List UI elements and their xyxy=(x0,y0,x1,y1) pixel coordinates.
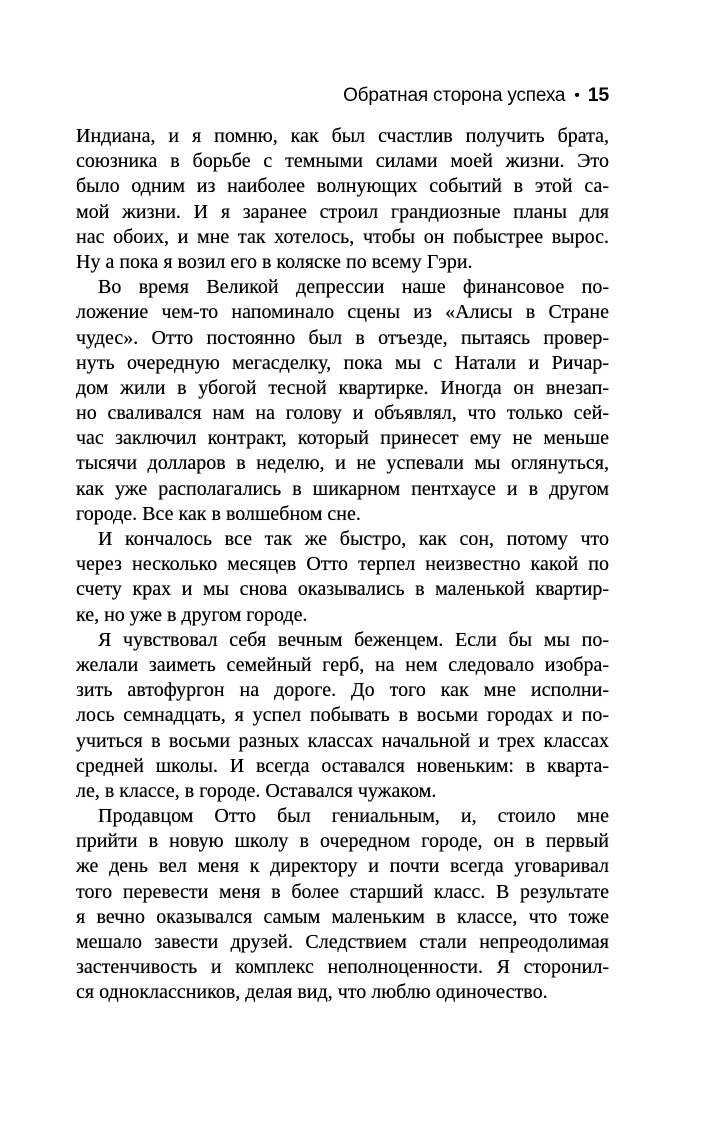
text-line: но сваливался нам на голову и объявлял, что только сей- xyxy=(76,402,609,425)
paragraph xyxy=(76,275,609,527)
running-title: Обратная сторона успеха xyxy=(343,85,566,106)
text-line: нас обоих, и мне так хотелось, чтобы он побыстрее вырос. xyxy=(76,225,609,248)
text-line: ке, но уже в другом городе. xyxy=(76,603,308,626)
text-line: Я чувствовал себя вечным беженцем. Если бы мы по- xyxy=(98,628,609,651)
text-line: же день вел меня к директору и почти всегда уговаривал xyxy=(76,855,609,878)
page-number: 15 xyxy=(587,84,609,106)
page-header xyxy=(76,84,609,107)
text-line: учиться в восьми разных классах начальной и трех классах xyxy=(76,729,609,752)
text-line: желали заиметь семейный герб, на нем следовало изобра- xyxy=(76,653,609,676)
text-line: зить автофургон на дороге. До того как мне исполни- xyxy=(76,679,609,702)
paragraph xyxy=(76,628,609,804)
text-line: час заключил контракт, который принесет ему не меньше xyxy=(76,427,609,450)
text-line: было одним из наиболее волнующих событий в этой са- xyxy=(76,175,609,198)
text-line: застенчивость и комплекс неполноценности. Я сторонил- xyxy=(76,956,609,979)
text-line: ле, в классе, в городе. Оставался чужаком. xyxy=(76,779,437,802)
text-line: городе. Все как в волшебном сне. xyxy=(76,502,361,525)
text-line: союзника в борьбе с темными силами моей жизни. Это xyxy=(76,150,609,173)
paragraph xyxy=(76,124,609,275)
text-line: того перевести меня в более старший класс. В результате xyxy=(76,880,609,903)
text-line: Продавцом Отто был гениальным, и, стоило мне xyxy=(98,805,609,828)
text-line: Во время Великой депрессии наше финансовое по- xyxy=(98,276,609,299)
text-line: нуть очередную мегасделку, пока мы с Натали и Ричар- xyxy=(76,351,609,374)
body-text xyxy=(76,124,609,1006)
paragraph xyxy=(76,804,609,1006)
text-line: средней школы. И всегда оставался новеньким: в кварта- xyxy=(76,754,609,777)
text-line: Индиана, и я помню, как был счастлив получить брата, xyxy=(76,125,609,147)
text-line: я вечно оказывался самым маленьким в классе, что тоже xyxy=(76,905,609,928)
text-line: как уже располагались в шикарном пентхаусе и в другом xyxy=(76,477,609,500)
text-line: И кончалось все так же быстро, как сон, потому что xyxy=(98,528,609,550)
text-line: дом жили в убогой тесной квартирке. Иногда он внезап- xyxy=(76,376,609,399)
text-line: ложение чем-то напоминало сцены из «Алисы в Стране xyxy=(76,301,609,324)
text-line: мешало завести друзей. Следствием стали непреодолимая xyxy=(76,931,609,953)
text-line: прийти в новую школу в очередном городе, он в первый xyxy=(76,830,609,853)
text-line: через несколько месяцев Отто терпел неизвестно какой по xyxy=(76,553,609,576)
text-line: лось семнадцать, я успел побывать в восьми городах и по- xyxy=(76,704,609,727)
text-line: тысячи долларов в неделю, и не успевали мы оглянуться, xyxy=(76,452,609,475)
text-line: ся одноклассников, делая вид, что люблю одиночество. xyxy=(76,981,548,1004)
text-line: счету крах и мы снова оказывались в маленькой квартир- xyxy=(76,578,609,601)
text-line: чудес». Отто постоянно был в отъезде, пытаясь провер- xyxy=(76,326,609,349)
text-line: мой жизни. И я заранее строил грандиозные планы для xyxy=(76,200,609,223)
text-line: Ну а пока я возил его в коляске по всему Гэри. xyxy=(76,250,473,273)
paragraph xyxy=(76,527,609,628)
separator-bullet: • xyxy=(574,87,580,104)
